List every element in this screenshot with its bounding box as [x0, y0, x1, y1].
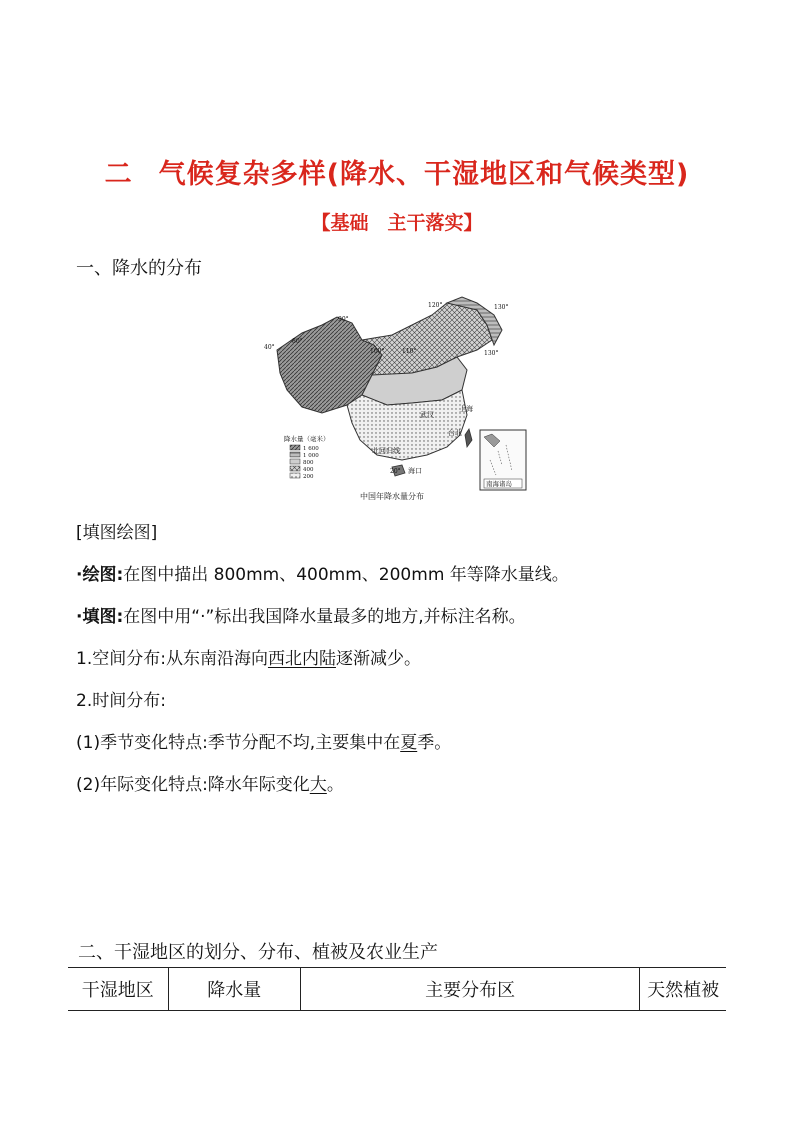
title-text: 气候复杂多样(降水、干湿地区和气候类型) — [158, 159, 690, 190]
lon-label: 130° — [484, 350, 499, 357]
table-header-cell: 天然植被 — [640, 968, 726, 1011]
p1-suffix: 逐渐减少。 — [335, 649, 421, 669]
legend-value: 1 600 — [303, 446, 319, 452]
table-header-cell: 降水量 — [168, 968, 300, 1011]
lon-label: 120° — [428, 302, 443, 309]
table-header-row — [68, 968, 726, 1011]
table-header-cell: 主要分布区 — [300, 968, 639, 1011]
p2a-suffix: 季。 — [417, 733, 452, 753]
lon-label: 90° — [338, 316, 349, 323]
place-label-shanghai: 上海 — [459, 405, 473, 413]
map-north-region — [362, 300, 492, 375]
fill-label: ·填图: — [76, 607, 124, 627]
place-label-haikou: 海口 — [408, 467, 422, 475]
p1-answer: 西北内陆 — [267, 649, 336, 669]
p2a-answer: 夏 — [400, 733, 418, 753]
lon-label: 100° — [370, 348, 385, 355]
china-precipitation-map — [262, 295, 542, 505]
section-subtitle: 【基础 主干落实】 — [311, 212, 483, 234]
lon-label: 20° — [390, 468, 401, 475]
p2b-prefix: (2)年际变化特点:降水年际变化 — [76, 775, 310, 795]
p2a-prefix: (1)季节变化特点:季节分配不均,主要集中在 — [76, 733, 401, 753]
point-spatial-distribution — [76, 648, 421, 670]
legend-value: 200 — [303, 474, 314, 480]
p2b-suffix: 。 — [326, 775, 344, 795]
dry-wet-table — [68, 967, 726, 1011]
exercise-draw — [76, 564, 569, 586]
point-temporal-distribution: 2.时间分布: — [76, 691, 166, 711]
section-heading-dry-wet: 二、干湿地区的划分、分布、植被及农业生产 — [78, 942, 438, 963]
place-label-tropic: 北回归线 — [372, 447, 400, 455]
place-label-wuhan: 武汉 — [420, 411, 434, 419]
point-seasonal-change — [76, 732, 451, 754]
p2b-answer: 大 — [309, 775, 327, 795]
map-caption: 中国年降水量分布 — [360, 492, 424, 501]
exercise-fill — [76, 606, 526, 628]
lon-label: 40° — [264, 344, 275, 351]
draw-label: ·绘图: — [76, 565, 124, 585]
p1-prefix: 1.空间分布:从东南沿海向 — [76, 649, 268, 669]
lon-label: 80° — [292, 338, 303, 345]
page-title — [0, 152, 794, 191]
lon-label: 130° — [494, 304, 509, 311]
legend-value: 800 — [303, 460, 314, 466]
inset-label: 南海诸岛 — [486, 480, 512, 488]
place-label-taipei: 台北 — [448, 429, 462, 437]
legend-value: 400 — [303, 467, 314, 473]
point-interannual-change — [76, 774, 344, 796]
section-heading-precipitation: 一、降水的分布 — [76, 258, 202, 279]
title-number: 二 — [104, 159, 133, 190]
draw-text: 在图中描出 800mm、400mm、200mm 年等降水量线。 — [123, 565, 569, 585]
precipitation-map-figure — [262, 295, 542, 505]
legend-title: 降水量（毫米） — [284, 435, 330, 443]
south-china-sea-inset — [480, 430, 526, 490]
legend-value: 1 000 — [303, 453, 319, 459]
table-header-cell: 干湿地区 — [68, 968, 168, 1011]
map-legend — [284, 434, 330, 480]
fill-text: 在图中用“·”标出我国降水量最多的地方,并标注名称。 — [123, 607, 526, 627]
exercise-heading: [填图绘图] — [76, 523, 158, 543]
lon-label: 110° — [402, 348, 417, 355]
map-taiwan — [465, 429, 472, 447]
